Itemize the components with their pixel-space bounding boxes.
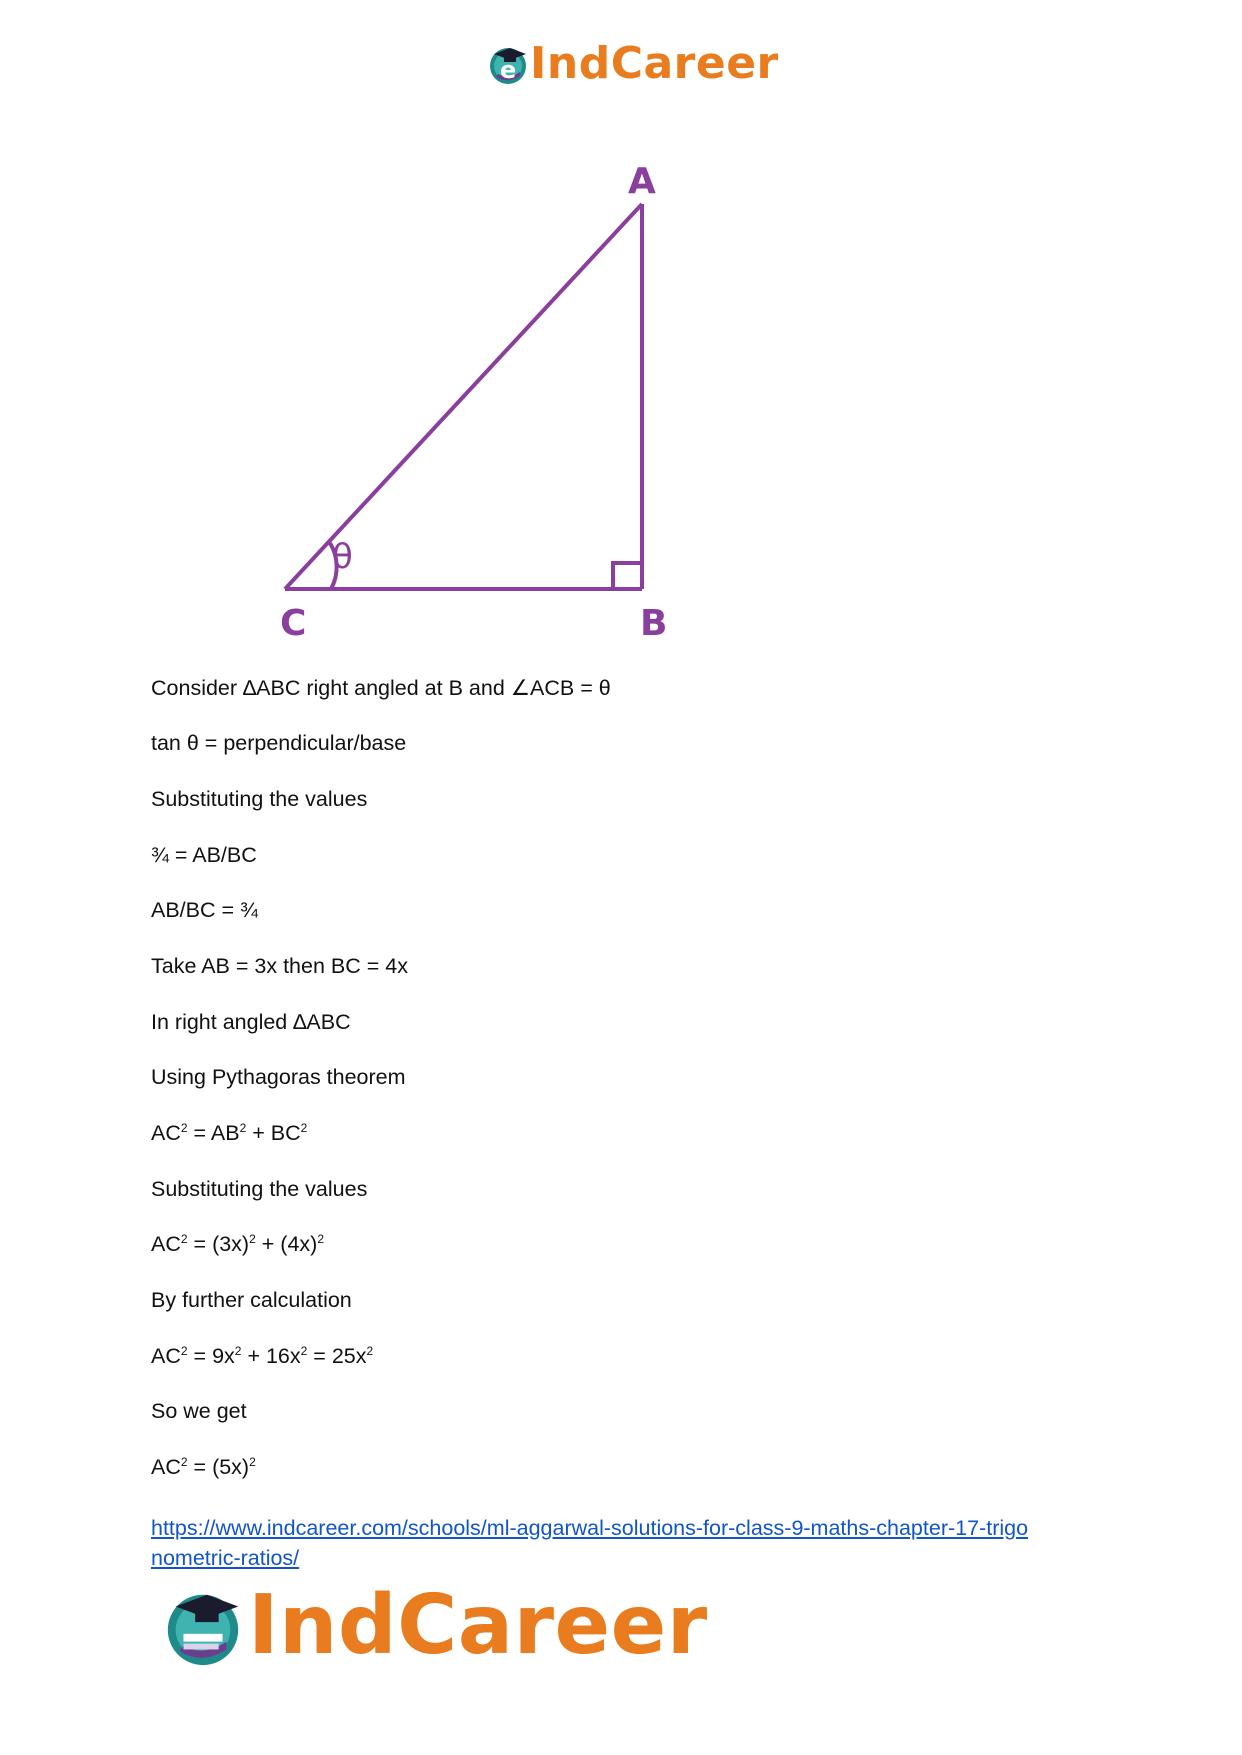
text-line: So we get [151,1399,247,1423]
text-line: AB/BC = ¾ [151,898,258,922]
text-line: Substituting the values [151,1177,368,1201]
theta-label: θ [332,537,353,577]
vertex-b-label: B [640,603,668,644]
brand-wordmark: IndCareer [248,1578,708,1673]
equation-substitution: $AC^2 = (3x)^2 + (4x)^2$ [151,1232,324,1256]
text-line: Consider ∆ABC right angled at B and ∠ACB = θ [151,676,611,700]
indcareer-logo-bottom [160,1578,708,1673]
text-line: Substituting the values [151,787,368,811]
text-line: Using Pythagoras theorem [151,1065,406,1089]
right-angle-marker [613,563,642,589]
graduation-globe-icon [160,1583,246,1669]
side-ca [285,204,642,589]
equation-final: $AC^2 = (5x)^2$ [151,1455,256,1479]
brand-wordmark: IndCareer [530,38,779,89]
equation-pythagoras: $AC^2 = AB^2 + BC^2$ [151,1121,308,1145]
svg-text:e: e [500,56,517,84]
text-line: tan θ = perpendicular/base [151,731,407,755]
text-line: Take AB = 3x then BC = 4x [151,954,408,978]
source-link-line1[interactable]: https://www.indcareer.com/schools/ml-aggarwal-solutions-for-class-9-maths-chapter-17-trigo [151,1516,1029,1540]
source-link-line2[interactable]: nometric-ratios/ [151,1546,300,1570]
text-line: In right angled ∆ABC [151,1010,351,1034]
text-line: By further calculation [151,1288,352,1312]
vertex-a-label: A [628,161,656,202]
text-line: ¾ = AB/BC [151,843,257,867]
equation-calculation: $AC^2 = 9x^2 + 16x^2 = 25x^2$ [151,1344,374,1368]
source-link[interactable] [151,1513,1111,1573]
indcareer-logo-top [486,38,779,89]
vertex-c-label: C [280,603,307,644]
right-triangle-diagram [250,155,700,645]
graduation-globe-icon [486,42,530,86]
